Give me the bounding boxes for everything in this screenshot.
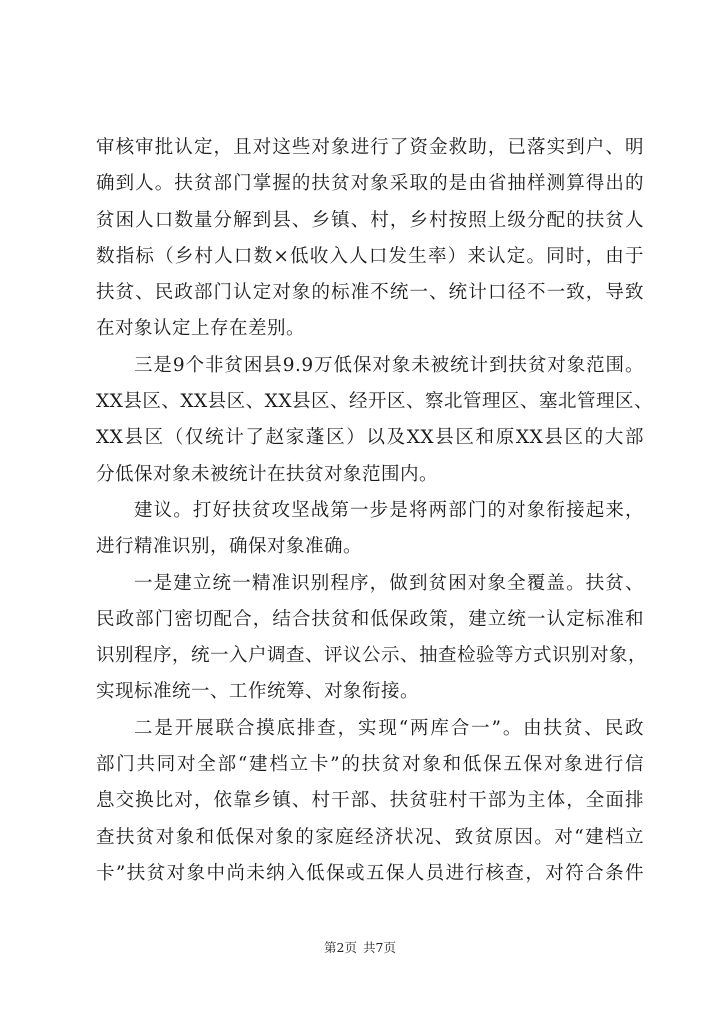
text-line: 进行精准识别，确保对象准确。	[96, 536, 363, 558]
text-line: 实现标准统一、工作统筹、对象衔接。	[96, 681, 420, 703]
paragraph-first-line: 建议。打好扶贫攻坚战第一步是将两部门的对象衔接起来，	[134, 499, 644, 521]
text-line: 部门共同对全部“建档立卡”的扶贫对象和低保五保对象进行信	[96, 754, 644, 776]
text-line: 民政部门密切配合，结合扶贫和低保政策，建立统一认定标准和	[96, 608, 644, 630]
text-line: 息交换比对，依靠乡镇、村干部、扶贫驻村干部为主体，全面排	[96, 790, 644, 812]
text-line: 在对象认定上存在差别。	[96, 318, 306, 340]
paragraph-first-line: 二是开展联合摸底排查，实现“两库合一”。由扶贫、民政	[134, 717, 644, 739]
document-body	[96, 130, 654, 892]
page-footer	[0, 938, 720, 956]
text-line: XX县区（仅统计了赵家蓬区）以及XX县区和原XX县区的大部	[96, 427, 644, 449]
text-line: 扶贫、民政部门认定对象的标准不统一、统计口径不一致，导致	[96, 282, 644, 304]
text-line: 确到人。扶贫部门掌握的扶贫对象采取的是由省抽样测算得出的	[96, 173, 644, 195]
paragraph-first-line: 一是建立统一精准识别程序，做到贫困对象全覆盖。扶贫、	[134, 572, 644, 594]
text-line: 分低保对象未被统计在扶贫对象范围内。	[96, 463, 439, 485]
text-line: 查扶贫对象和低保对象的家庭经济状况、致贫原因。对“建档立	[96, 826, 644, 848]
page-total: 共7页	[363, 940, 396, 955]
text-line: 数指标（乡村人口数×低收入人口发生率）来认定。同时，由于	[96, 245, 644, 267]
paragraph-first-line: 三是9个非贫困县9.9万低保对象未被统计到扶贫对象范围。	[134, 354, 644, 376]
text-line: 贫困人口数量分解到县、乡镇、村，乡村按照上级分配的扶贫人	[96, 209, 644, 231]
text-line: 审核审批认定，且对这些对象进行了资金救助，已落实到户、明	[96, 137, 644, 158]
text-line: 卡”扶贫对象中尚未纳入低保或五保人员进行核查，对符合条件	[96, 862, 644, 884]
text-line: 识别程序，统一入户调查、评议公示、抽查检验等方式识别对象，	[96, 645, 648, 667]
page-number: 第2页	[324, 940, 357, 955]
text-line: XX县区、XX县区、XX县区、经开区、察北管理区、塞北管理区、	[96, 391, 654, 413]
